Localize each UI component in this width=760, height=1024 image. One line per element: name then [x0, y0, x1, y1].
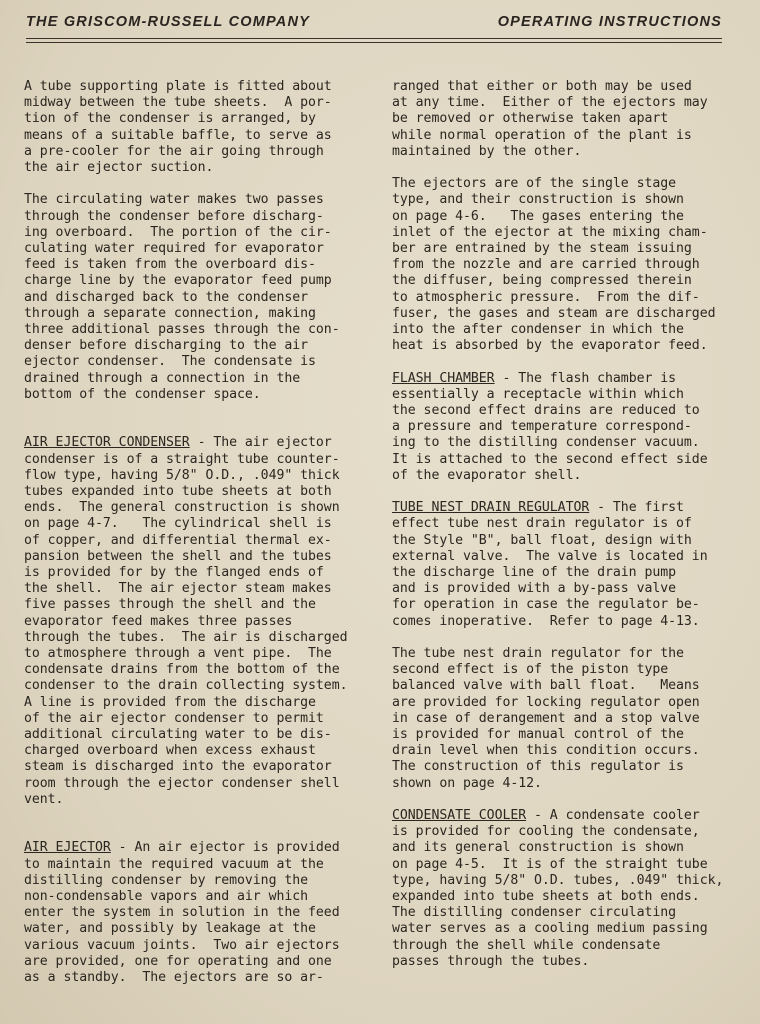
paragraph-circulating-water: The circulating water makes two passes through the condenser before discharg- ing overboard. The portion of the cir- culating water required for evaporator feed is taken from the overboard dis- charge line by the evaporator feed pump and discharged back to the condenser through a separate connection, making three additional passes through the con- denser before discharging to the air ejector condenser. The condensate is drained through a connection in the bottom of the condenser space.: [24, 192, 340, 402]
paragraph-ejector-arrangement: ranged that either or both may be used at any time. Either of the ejectors may be removed or otherwise taken apart while normal operation of the plant is maintained by the other.: [392, 79, 708, 159]
body-flash-chamber: - The flash chamber is essentially a receptacle within which the second effect drains are reduced to a pressure and temperature correspond- ing to the distilling condenser vacuum. It is attached to the second effect side of the evaporator shell.: [392, 370, 708, 483]
paragraph-condensate-cooler: [392, 808, 722, 970]
paragraph-air-ejector: [24, 840, 354, 986]
left-column: [24, 79, 354, 986]
company-name: THE GRISCOM-RUSSELL COMPANY: [26, 14, 311, 30]
paragraph-ejector-type: The ejectors are of the single stage type, and their construction is shown on page 4-6. The gases entering the inlet of the ejector at the mixing cham- ber are entrained by the steam issuing from the nozzle and are carried through the diffuser, being compressed therein to atmospheric pressure. From the dif- fuser, the gases and steam are discharged into the after condenser in which the heat is absorbed by the evaporator feed.: [392, 176, 716, 354]
heading-flash-chamber: FLASH CHAMBER: [392, 370, 495, 386]
heading-air-ejector: AIR EJECTOR: [24, 840, 111, 856]
body-air-ejector: - An air ejector is provided to maintain the required vacuum at the distilling condenser by removing the non-condensable vapors and air which enter the system in solution in the feed water, and possibly by leakage at the various vacuum joints. Two air ejectors are provided, one for operating and one as a standby. The ejectors are so ar-: [24, 840, 340, 986]
paragraph-tube-supporting-plate: A tube supporting plate is fitted about midway between the tube sheets. A por- tion of the condenser is arranged, by means of a suitable baffle, to serve as a pre-cooler for the air going through the air ejector suction.: [24, 79, 332, 176]
body-condensate-cooler: - A condensate cooler is provided for cooling the condensate, and its general construction is shown on page 4-5. It is of the straight tube type, having 5/8" O.D. tubes, .049" thick, expanded into tube sheets at both ends. The distilling condenser circulating water serves as a cooling medium passing through the shell while condensate passes through the tubes.: [392, 808, 724, 969]
heading-air-ejector-condenser: AIR EJECTOR CONDENSER: [24, 435, 190, 451]
heading-condensate-cooler: CONDENSATE COOLER: [392, 808, 527, 824]
paragraph-second-effect-regulator: The tube nest drain regulator for the second effect is of the piston type balanced valve with ball float. Means are provided for locking regulator open in case of derangement and a stop valve is provided for manual control of the drain level when this condition occurs. The construction of this regulator is shown on page 4-12.: [392, 646, 700, 791]
body-tube-nest-drain-regulator: - The first effect tube nest drain regulator is of the Style "B", ball float, design with external valve. The valve is located in the discharge line of the drain pump and is provided with a by-pass valve for operation in case the regulator be- comes inoperative. Refer to page 4-13.: [392, 500, 708, 629]
page-header: [26, 14, 722, 40]
header-rule-bottom: [26, 42, 722, 43]
paragraph-tube-nest-drain-regulator: [392, 500, 722, 630]
paragraph-flash-chamber: [392, 371, 722, 484]
body-air-ejector-condenser: - The air ejector condenser is of a straight tube counter- flow type, having 5/8" O.D., .049" thick tubes expanded into tube sheets at both ends. The general construction is shown on page 4-7. The cylindrical shell is of copper, and differential thermal ex- pansion between the shell and the tubes is provided for by the flanged ends of the shell. The air ejector steam makes five passes through the shell and the evaporator feed makes three passes through the tubes. The air is discharged to atmosphere through a vent pipe. The condensate drains from the bottom of the condenser to the drain collecting system. A line is provided from the discharge of the air ejector condenser to permit additional circulating water to be dis- charged overboard when excess exhaust steam is discharged into the evaporator room through the ejector condenser shell vent.: [24, 435, 348, 807]
right-column: [392, 79, 722, 970]
heading-tube-nest-drain-regulator: TUBE NEST DRAIN REGULATOR: [392, 500, 590, 516]
header-rule-top: [26, 38, 722, 39]
paragraph-air-ejector-condenser: [24, 435, 354, 808]
section-title: OPERATING INSTRUCTIONS: [497, 14, 722, 30]
